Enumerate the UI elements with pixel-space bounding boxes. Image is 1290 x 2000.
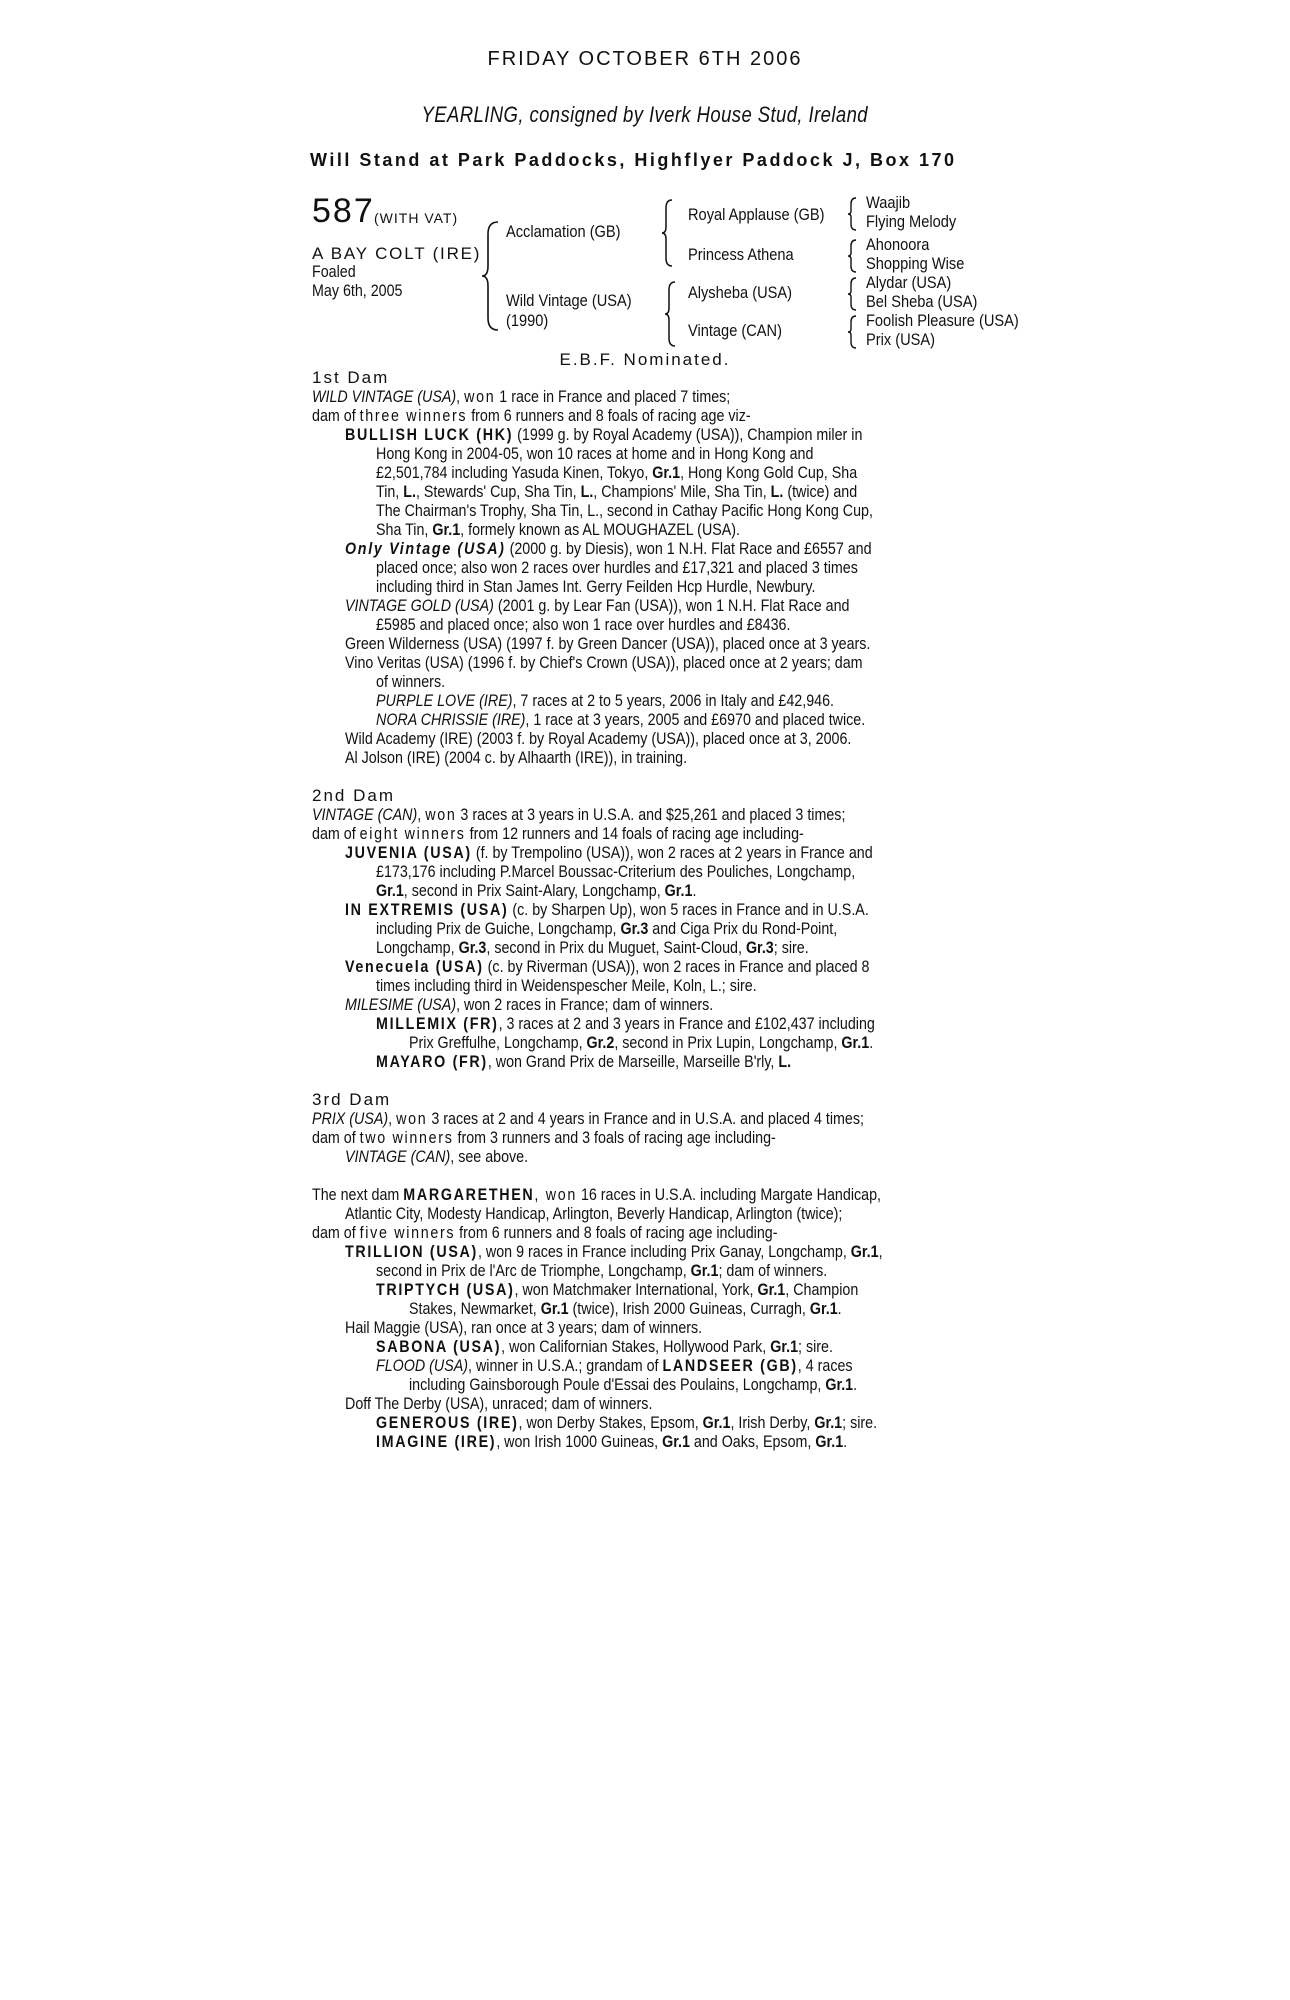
list-item-cont: second in Prix de l'Arc de Triomphe, Longchamp, Gr.1; dam of winners. — [376, 1261, 828, 1280]
list-item: Wild Academy (IRE) (2003 f. by Royal Academy (USA)), placed once at 3, 2006. — [345, 729, 852, 748]
pedigree-brace-main — [480, 220, 500, 332]
pedigree-g-ds-s: Alydar (USA) — [866, 273, 952, 292]
pedigree-g-ss-s: Waajib — [866, 193, 911, 212]
pedigree-brace-sire — [660, 198, 674, 268]
sale-date: FRIDAY OCTOBER 6TH 2006 — [487, 48, 803, 70]
list-item-cont: The Chairman's Trophy, Sha Tin, L., second in Cathay Pacific Hong Kong Cup, — [376, 501, 873, 520]
list-item-cont: Longchamp, Gr.3, second in Prix du Muguet, Saint-Cloud, Gr.3; sire. — [376, 938, 809, 957]
list-item: FLOOD (USA), winner in U.S.A.; grandam of LANDSEER (GB), 4 races — [376, 1356, 853, 1375]
list-item-cont: including Prix de Guiche, Longchamp, Gr.3 and Ciga Prix du Rond-Point, — [376, 919, 838, 938]
list-item-cont: including Gainsborough Poule d'Essai des Poulains, Longchamp, Gr.1. — [409, 1375, 858, 1394]
list-item-cont: £2,501,784 including Yasuda Kinen, Tokyo, Gr.1, Hong Kong Gold Cup, Sha — [376, 463, 858, 482]
pedigree-g-ss-d: Flying Melody — [866, 212, 957, 231]
list-item-cont: Sha Tin, Gr.1, formely known as AL MOUGHAZEL (USA). — [376, 520, 741, 539]
next-dam-line: The next dam MARGARETHEN, won 16 races in U.S.A. including Margate Handicap, — [312, 1185, 881, 1204]
catalogue-body — [312, 368, 982, 1451]
second-dam-heading: 2nd Dam — [312, 786, 395, 805]
list-item: IMAGINE (IRE), won Irish 1000 Guineas, Gr.1 and Oaks, Epsom, Gr.1. — [376, 1432, 848, 1451]
pedigree-sire: Acclamation (GB) — [506, 222, 621, 241]
pedigree-brace-gds — [846, 276, 858, 312]
first-dam-line: WILD VINTAGE (USA), won 1 race in France and placed 7 times; — [312, 387, 731, 406]
list-item-cont: £173,176 including P.Marcel Boussac-Criterium des Pouliches, Longchamp, — [376, 862, 856, 881]
stand-location: Will Stand at Park Paddocks, Highflyer Paddock J, Box 170 — [310, 150, 957, 170]
list-item: Hail Maggie (USA), ran once at 3 years; dam of winners. — [345, 1318, 703, 1337]
pedigree-dam-year: (1990) — [506, 311, 549, 330]
list-item-cont: Hong Kong in 2004-05, won 10 races at home and in Hong Kong and — [376, 444, 814, 463]
list-item: GENEROUS (IRE), won Derby Stakes, Epsom, Gr.1, Irish Derby, Gr.1; sire. — [376, 1413, 878, 1432]
pedigree-dam-sire: Alysheba (USA) — [688, 283, 793, 302]
second-dam-produce: dam of eight winners from 12 runners and 14 foals of racing age including- — [312, 824, 804, 843]
pedigree-dam-dam: Vintage (CAN) — [688, 321, 782, 340]
list-item: IN EXTREMIS (USA) (c. by Sharpen Up), won 5 races in France and in U.S.A. — [345, 900, 869, 919]
pedigree-g-sd-s: Ahonoora — [866, 235, 930, 254]
list-item-cont: Prix Greffulhe, Longchamp, Gr.2, second in Prix Lupin, Longchamp, Gr.1. — [409, 1033, 874, 1052]
list-item: MAYARO (FR), won Grand Prix de Marseille, Marseille B'rly, L. — [376, 1052, 792, 1071]
first-dam-heading: 1st Dam — [312, 368, 390, 387]
list-item-cont: placed once; also won 2 races over hurdles and £17,321 and placed 3 times — [376, 558, 858, 577]
third-dam-line: PRIX (USA), won 3 races at 2 and 4 years in France and in U.S.A. and placed 4 times; — [312, 1109, 864, 1128]
list-item: Vino Veritas (USA) (1996 f. by Chief's Crown (USA)), placed once at 2 years; dam — [345, 653, 863, 672]
pedigree-brace-gdd — [846, 314, 858, 350]
list-item-cont: Tin, L., Stewards' Cup, Sha Tin, L., Champions' Mile, Sha Tin, L. (twice) and — [376, 482, 858, 501]
list-item-cont: times including third in Weidenspescher Meile, Koln, L.; sire. — [376, 976, 757, 995]
list-item: MILESIME (USA), won 2 races in France; dam of winners. — [345, 995, 714, 1014]
pedigree-g-dd-s: Foolish Pleasure (USA) — [866, 311, 1019, 330]
pedigree-sire-sire: Royal Applause (GB) — [688, 205, 825, 224]
third-dam-heading: 3rd Dam — [312, 1090, 392, 1109]
pedigree-dam: Wild Vintage (USA) — [506, 291, 632, 310]
list-item: JUVENIA (USA) (f. by Trempolino (USA)), won 2 races at 2 years in France and — [345, 843, 873, 862]
list-item: Venecuela (USA) (c. by Riverman (USA)), won 2 races in France and placed 8 — [345, 957, 870, 976]
ebf-nominated: E.B.F. Nominated. — [559, 350, 731, 369]
lot-number: 587 — [312, 192, 375, 230]
third-dam-produce: dam of two winners from 3 runners and 3 foals of racing age including- — [312, 1128, 776, 1147]
pedigree-g-ds-d: Bel Sheba (USA) — [866, 292, 978, 311]
list-item: VINTAGE GOLD (USA) (2001 g. by Lear Fan (USA)), won 1 N.H. Flat Race and — [345, 596, 850, 615]
list-item-cont: of winners. — [376, 672, 446, 691]
list-item-cont: £5985 and placed once; also won 1 race over hurdles and £8436. — [376, 615, 791, 634]
list-item-cont: including third in Stan James Int. Gerry Feilden Hcp Hurdle, Newbury. — [376, 577, 816, 596]
list-item-cont: Stakes, Newmarket, Gr.1 (twice), Irish 2000 Guineas, Curragh, Gr.1. — [409, 1299, 842, 1318]
next-dam-produce: dam of five winners from 6 runners and 8 foals of racing age including- — [312, 1223, 778, 1242]
foaled-date: May 6th, 2005 — [312, 281, 403, 300]
pedigree-brace-gsd — [846, 238, 858, 274]
pedigree-brace-gss — [846, 196, 858, 232]
list-item: MILLEMIX (FR), 3 races at 2 and 3 years in France and £102,437 including — [376, 1014, 875, 1033]
list-item: TRIPTYCH (USA), won Matchmaker International, York, Gr.1, Champion — [376, 1280, 859, 1299]
pedigree-g-dd-d: Prix (USA) — [866, 330, 936, 349]
lot-description: A BAY COLT (IRE) — [312, 244, 482, 263]
list-item: Doff The Derby (USA), unraced; dam of winners. — [345, 1394, 653, 1413]
next-dam-line-cont: Atlantic City, Modesty Handicap, Arlington, Beverly Handicap, Arlington (twice); — [345, 1204, 843, 1223]
second-dam-line: VINTAGE (CAN), won 3 races at 3 years in U.S.A. and $25,261 and placed 3 times; — [312, 805, 846, 824]
vat-note: (WITH VAT) — [374, 210, 459, 226]
list-item: TRILLION (USA), won 9 races in France including Prix Ganay, Longchamp, Gr.1, — [345, 1242, 883, 1261]
consignment-line: YEARLING, consigned by Iverk House Stud, Ireland — [421, 102, 869, 127]
list-item: Al Jolson (IRE) (2004 c. by Alhaarth (IRE)), in training. — [345, 748, 688, 767]
pedigree-brace-dam — [663, 280, 677, 348]
list-item: Green Wilderness (USA) (1997 f. by Green Dancer (USA)), placed once at 3 years. — [345, 634, 871, 653]
pedigree-g-sd-d: Shopping Wise — [866, 254, 965, 273]
list-item: VINTAGE (CAN), see above. — [345, 1147, 529, 1166]
list-item: NORA CHRISSIE (IRE), 1 race at 3 years, 2005 and £6970 and placed twice. — [376, 710, 866, 729]
list-item: Only Vintage (USA) (2000 g. by Diesis), won 1 N.H. Flat Race and £6557 and — [345, 539, 872, 558]
list-item: BULLISH LUCK (HK) (1999 g. by Royal Academy (USA)), Champion miler in — [345, 425, 863, 444]
list-item: SABONA (USA), won Californian Stakes, Hollywood Park, Gr.1; sire. — [376, 1337, 833, 1356]
first-dam-produce: dam of three winners from 6 runners and 8 foals of racing age viz- — [312, 406, 751, 425]
list-item: PURPLE LOVE (IRE), 7 races at 2 to 5 years, 2006 in Italy and £42,946. — [376, 691, 835, 710]
foaled-label: Foaled — [312, 262, 356, 281]
pedigree-sire-dam: Princess Athena — [688, 245, 794, 264]
list-item-cont: Gr.1, second in Prix Saint-Alary, Longchamp, Gr.1. — [376, 881, 697, 900]
